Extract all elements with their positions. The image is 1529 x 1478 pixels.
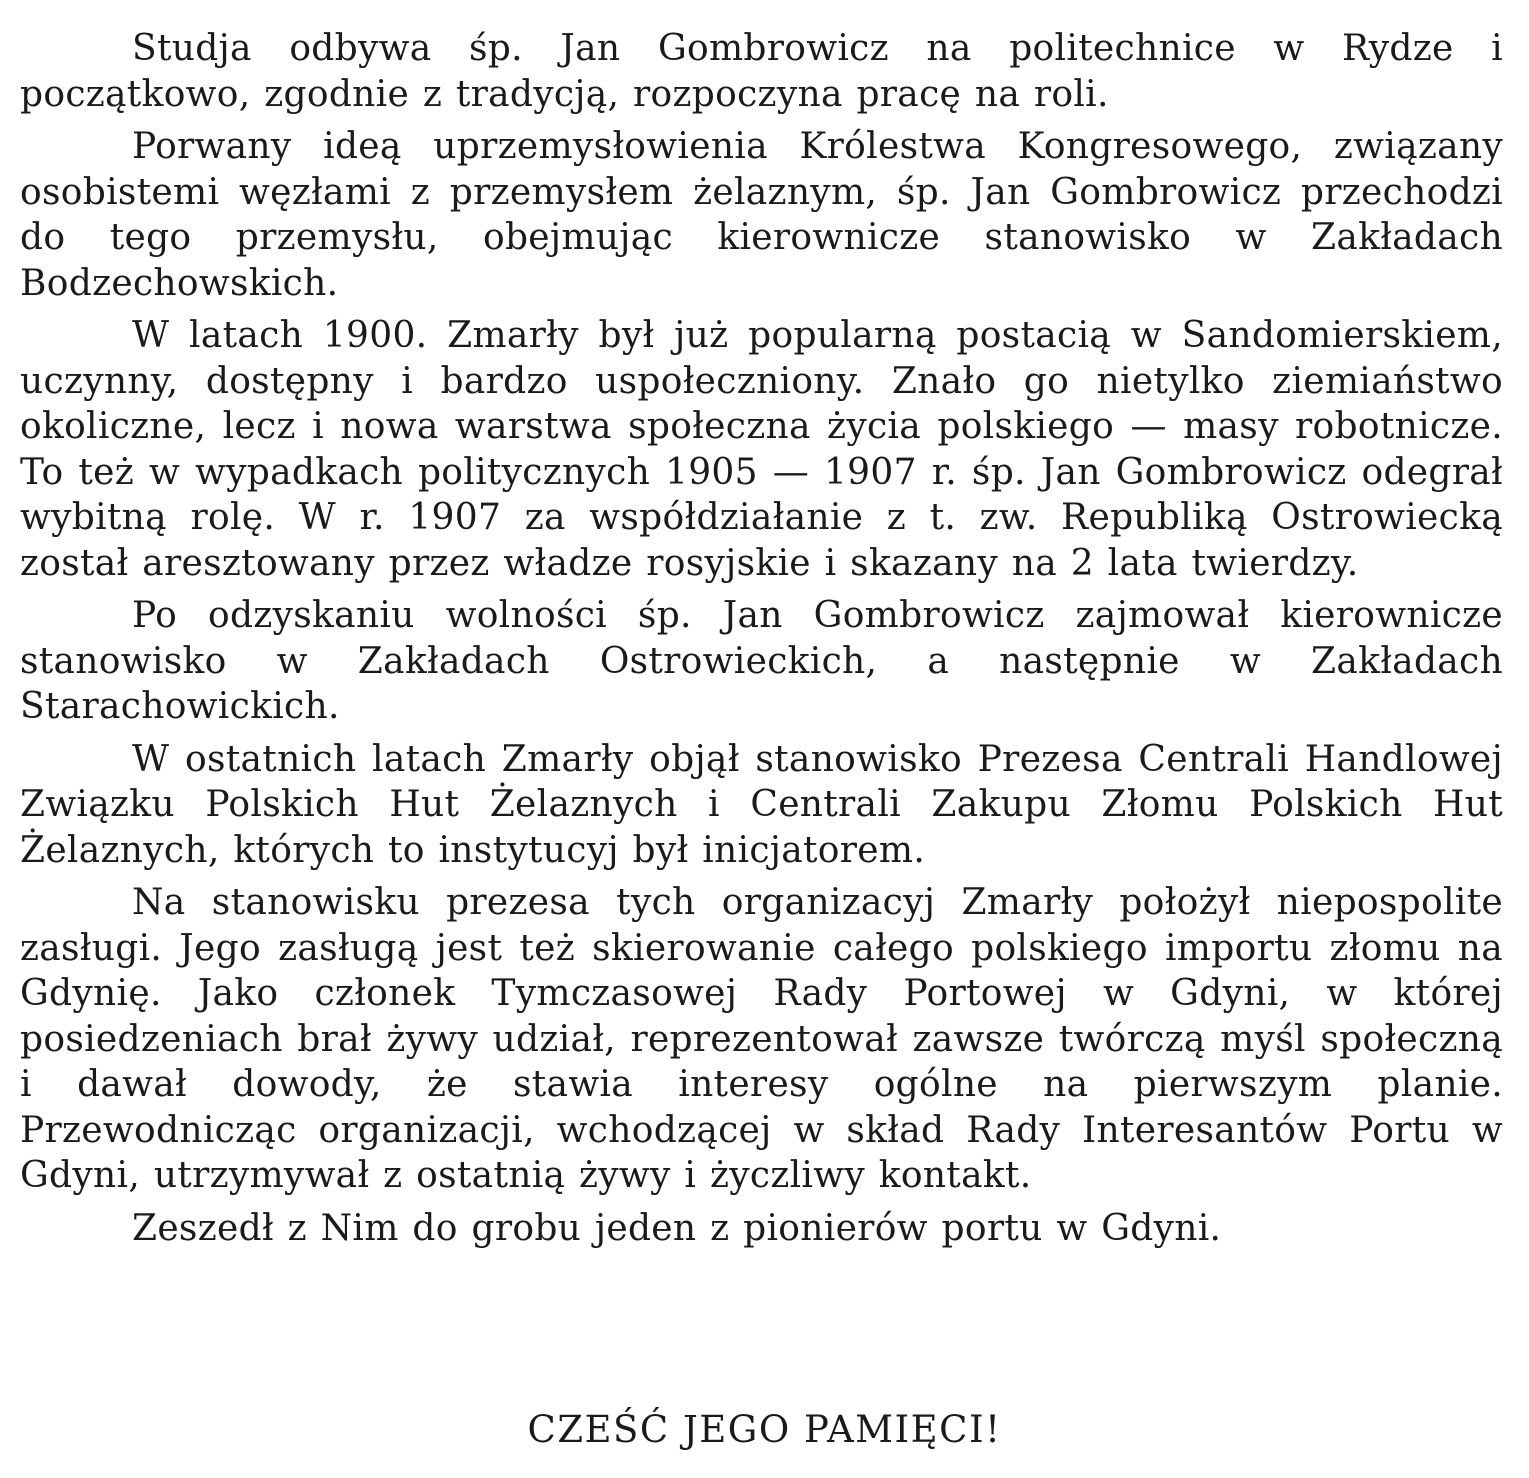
document-page xyxy=(20,26,1503,1258)
paragraph-studies: Studja odbywa śp. Jan Gombrowicz na politechnice w Rydze i początkowo, zgodnie z tradycją, rozpoczyna pracę na roli. xyxy=(20,28,1503,115)
paragraph-pioneer: Zeszedł z Nim do grobu jeden z pionierów portu w Gdyni. xyxy=(132,1207,1222,1249)
paragraph-central-office: W ostatnich latach Zmarły objął stanowisko Prezesa Centrali Handlowej Związku Polskich Hut Żelaznych i Centrali Zakupu Złomu Polskich Hut Żelaznych, których to instytucyj był inicjatorem. xyxy=(20,738,1503,871)
paragraph-gdynia: Na stanowisku prezesa tych organizacyj Zmarły położył niepospolite zasługi. Jego zasługą jest też skierowanie całego polskiego importu złomu na Gdynię. Jako członek Tymczasowej Rady Portowej w Gdyni, w której posiedzeniach brał żywy udział, reprezentował zawsze twórczą myśl społeczną i dawał dowody, że stawia interesy ogólne na pierwszym planie. Przewodnicząc organizacji, wchodzącej w skład Rady Interesantów Portu w Gdyni, utrzymywał z ostatnią żywy i życzliwy kontakt. xyxy=(20,882,1503,1196)
paragraph-1900s: W latach 1900. Zmarły był już popularną postacią w Sandomierskiem, uczynny, dostępny i bardzo uspołeczniony. Znało go nietylko ziemiaństwo okoliczne, lecz i nowa warstwa społeczna życia polskiego — masy robotnicze. To też w wypadkach politycznych 1905 — 1907 r. śp. Jan Gombrowicz odegrał wybitną rolę. W r. 1907 za współdziałanie z t. zw. Republiką Ostrowiecką został aresztowany przez władze rosyjskie i skazany na 2 lata twierdzy. xyxy=(20,315,1503,584)
paragraph-ostrowiec: Po odzyskaniu wolności śp. Jan Gombrowicz zajmował kierownicze stanowisko w Zakładach Ostrowieckich, a następnie w Zakładach Starachowickich. xyxy=(20,595,1503,727)
closing-line: CZEŚĆ JEGO PAMIĘCI! xyxy=(527,1408,1002,1451)
paragraph-industry: Porwany ideą uprzemysłowienia Królestwa Kongresowego, związany osobistemi węzłami z przemysłem żelaznym, śp. Jan Gombrowicz przechodzi do tego przemysłu, obejmując kierownicze stanowisko w Zakładach Bodzechowskich. xyxy=(20,126,1503,304)
